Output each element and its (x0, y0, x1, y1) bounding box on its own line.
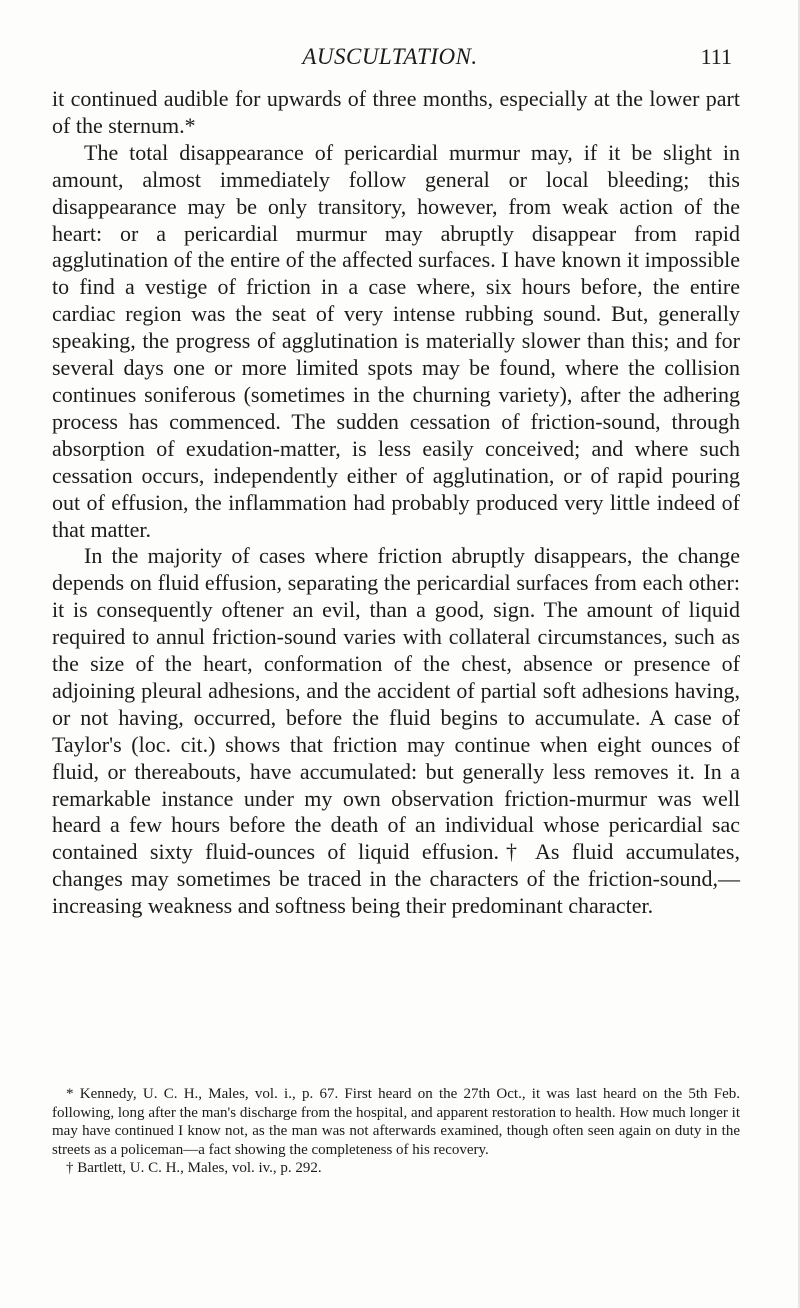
footnote-mark: † (66, 1160, 74, 1176)
footnotes (52, 1085, 740, 1178)
paragraph-continuation: it continued audible for upwards of three months, especially at the lower part of the sternum.* (52, 86, 740, 138)
footnote-mark: * (66, 1086, 74, 1102)
body-text (52, 86, 740, 920)
page-header (60, 44, 732, 78)
paragraph-fluid-effusion: In the majority of cases where friction abruptly disappears, the change depends on fluid effusion, separating the pericardial surfaces from each other: it is consequently oftener an evil, than a good, sign. The amount of liquid required to annul friction-sound varies with collateral circumstances, such as the size of the heart, conformation of the chest, absence or presence of adjoining pleural adhesions, and the accident of partial soft adhesions having, or not having, occurred, before the fluid begins to accumulate. A case of Taylor's (loc. cit.) shows that friction may continue when eight ounces of fluid, or thereabouts, have accumulated: but generally less removes it. In a remarkable instance under my own observation friction-murmur was well heard a few hours before the death of an individual whose pericardial sac contained sixty fluid-ounces of liquid effusion.† As fluid accumulates, changes may sometimes be traced in the characters of the friction-sound,—increasing weakness and softness being their predominant character. (52, 543, 740, 919)
footnote-text: Kennedy, U. C. H., Males, vol. i., p. 67. First heard on the 27th Oct., it was last heard on the 5th Feb. following, long after the man's discharge from the hospital, and apparent restoration to health. How much longer it may have continued I know not, as the man was not afterwards examined, though often seen again on duty in the streets as a policeman—a fact showing the completeness of his recovery. (52, 1086, 740, 1158)
paragraph-disappearance-of-murmur: The total disappearance of pericardial murmur may, if it be slight in amount, almost immediately follow general or local bleeding; this disappearance may be only transitory, however, from weak action of the heart: or a pericardial murmur may abruptly disappear from rapid agglutination of the entire of the affected surfaces. I have known it impossible to find a vestige of friction in a case where, six hours before, the entire cardiac region was the seat of very intense rubbing sound. But, generally speaking, the progress of agglutination is materially slower than this; and for several days one or more limited spots may be found, where the collision continues soniferous (sometimes in the churning variety), after the adhering process has commenced. The sudden cessation of friction-sound, through absorption of exudation-matter, is less easily conceived; and where such cessation occurs, independently either of agglutination, or of rapid pouring out of effusion, the inflammation had probably produced very little indeed of that matter. (52, 139, 740, 542)
footnote-bartlett (52, 1159, 740, 1178)
footnote-kennedy (52, 1085, 740, 1159)
footnote-text: Bartlett, U. C. H., Males, vol. iv., p. 292. (77, 1160, 322, 1176)
page-number: 111 (700, 44, 732, 69)
running-head: AUSCULTATION. (302, 44, 478, 69)
